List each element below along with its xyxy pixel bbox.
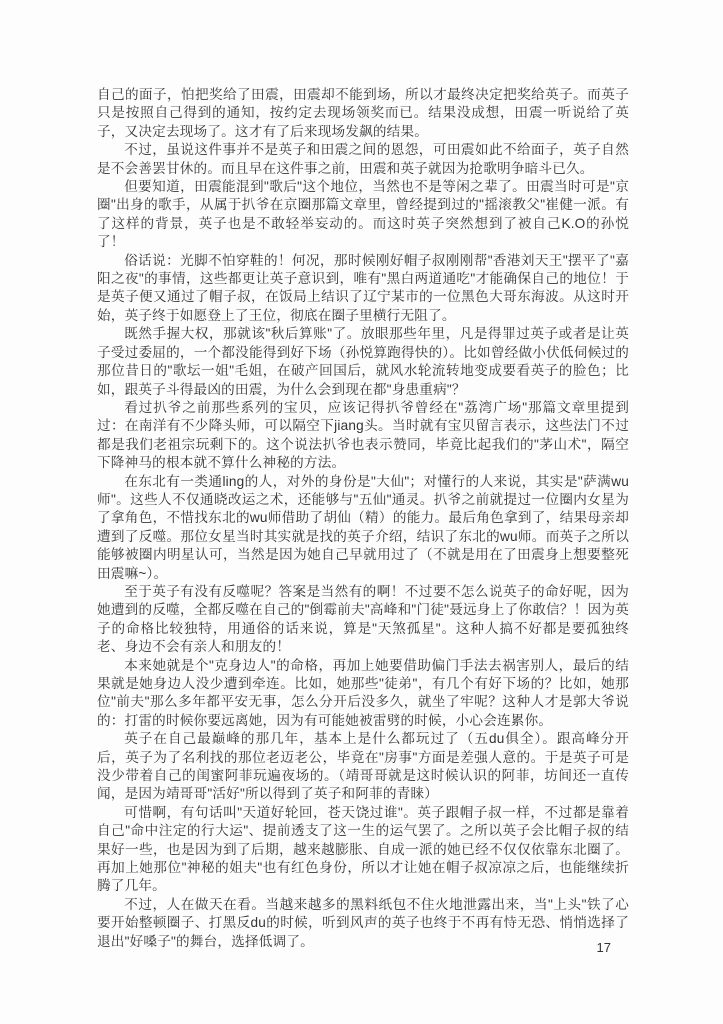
paragraph: 俗话说：光脚不怕穿鞋的！何况，那时候刚好帽子叔刚刚帮"香港刘天王"摆平了"嘉阳之夜"的事情，这些都更让英子意识到，唯有"黑白两道通吃"才能确保自己的地位！于是英子便又通过了帽子叔，在饭局上结识了辽宁某市的一位黑色大哥东海波。从这时开始，英子终于如愿登上了王位，彻底在圈子里横行无阻了。 [97, 252, 629, 323]
text-column [97, 86, 629, 951]
page-number: 17 [596, 940, 611, 955]
paragraph: 不过，虽说这件事并不是英子和田震之间的恩怨，可田震如此不给面子，英子自然是不会善罢甘休的。而且早在这件事之前，田震和英子就因为抢歌明争暗斗已久。 [97, 142, 629, 176]
paragraph: 在东北有一类通ling的人，对外的身份是"大仙"；对懂行的人来说，其实是"萨满wu师"。这些人不仅通晓改运之术，还能够与"五仙"通灵。扒爷之前就提过一位圈内女星为了拿角色，不惜找东北的wu师借助了胡仙（精）的能力。最后角色拿到了，结果母亲却遭到了反噬。那位女星当时其实就是找的英子介绍，结识了东北的wu师。而英子之所以能够被圈内明星认可，当然是因为她自己早就用过了（不就是用在了田震身上想要整死田震嘛~）。 [97, 473, 629, 581]
paragraph: 本来她就是个"克身边人"的命格，再加上她要借助偏门手法去祸害别人，最后的结果就是她身边人没少遭到牵连。比如，她那些"徒弟"，有几个有好下场的？比如，她那位"前夫"那么多年都平安无事，怎么分开后没多久，就坐了牢呢？这种人才是郭大爷说的：打雷的时候你要远离她，因为有可能她被雷劈的时候，小心会连累你。 [97, 657, 629, 728]
paragraph: 自己的面子，怕把奖给了田震，田震却不能到场，所以才最终决定把奖给英子。而英子只是按照自己得到的通知，按约定去现场领奖而已。结果没成想，田震一听说给了英子，又决定去现场了。这才有了后来现场发飙的结果。 [97, 87, 629, 139]
paragraph: 至于英子有没有反噬呢？答案是当然有的啊！不过要不怎么说英子的命好呢，因为她遭到的反噬，全都反噬在自己的"倒霉前夫"高峰和"门徒"聂远身上了你敢信？！因为英子的命格比较独特，用通俗的话来说，算是"天煞孤星"。这种人搞不好都是要孤独终老、身边不会有亲人和朋友的！ [97, 583, 629, 655]
paragraph: 英子在自己最巅峰的那几年，基本上是什么都玩过了（五du俱全）。跟高峰分开后，英子为了名利找的那位老迈老公，毕竟在"房事"方面是差强人意的。于是英子可是没少带着自己的闺蜜阿菲玩遍夜场的。（靖哥哥就是这时候认识的阿菲，坊间还一直传闻，是因为靖哥哥"活好"所以得到了英子和阿菲的青睐） [97, 731, 629, 802]
paragraph: 既然手握大权，那就该"秋后算账"了。放眼那些年里，凡是得罪过英子或者是让英子受过委屈的，一个都没能得到好下场（孙悦算跑得快的）。比如曾经做小伏低伺候过的那位昔日的"歌坛一姐"毛姐，在破产回国后，就风水轮流转地变成要看英子的脸色；比如，跟英子斗得最凶的田震，为什么会到现在都"身患重病"？ [97, 326, 629, 397]
paragraph: 可惜啊，有句话叫"天道好轮回，苍天饶过谁"。英子跟帽子叔一样，不过都是靠着自己"命中注定的行大运"、提前透支了这一生的运气罢了。之所以英子会比帽子叔的结果好一些，也是因为到了后期，越来越膨胀、自成一派的她已经不仅仅依靠东北圈了。再加上她那位"神秘的姐夫"也有红色身份，所以才让她在帽子叔凉凉之后，也能继续折腾了几年。 [97, 804, 629, 894]
paragraph: 但要知道，田震能混到"歌后"这个地位，当然也不是等闲之辈了。田震当时可是"京圈"出身的歌手，从属于扒爷在京圈那篇文章里，曾经提到过的"摇滚教父"崔健一派。有了这样的背景，英子也是不敢轻举妄动的。而这时英子突然想到了被自己K.O的孙悦了！ [97, 179, 629, 250]
paragraph: 不过，人在做天在看。当越来越多的黑料纸包不住火地泄露出来，当"上头"铁了心要开始整顿圈子、打黑反du的时候，听到风声的英子也终于不再有恃无恐、悄悄选择了退出"好嗓子"的舞台，选择低调了。 [97, 896, 629, 949]
paragraph: 看过扒爷之前那些系列的宝贝，应该记得扒爷曾经在"荔湾广场"那篇文章里提到过：在南洋有不少降头师，可以隔空下jiang头。当时就有宝贝留言表示，这些法门不过都是我们老祖宗玩剩下的。这个说法扒爷也表示赞同，毕竟比起我们的"茅山术"，隔空下降神马的根本就不算什么神秘的方法。 [97, 399, 629, 471]
